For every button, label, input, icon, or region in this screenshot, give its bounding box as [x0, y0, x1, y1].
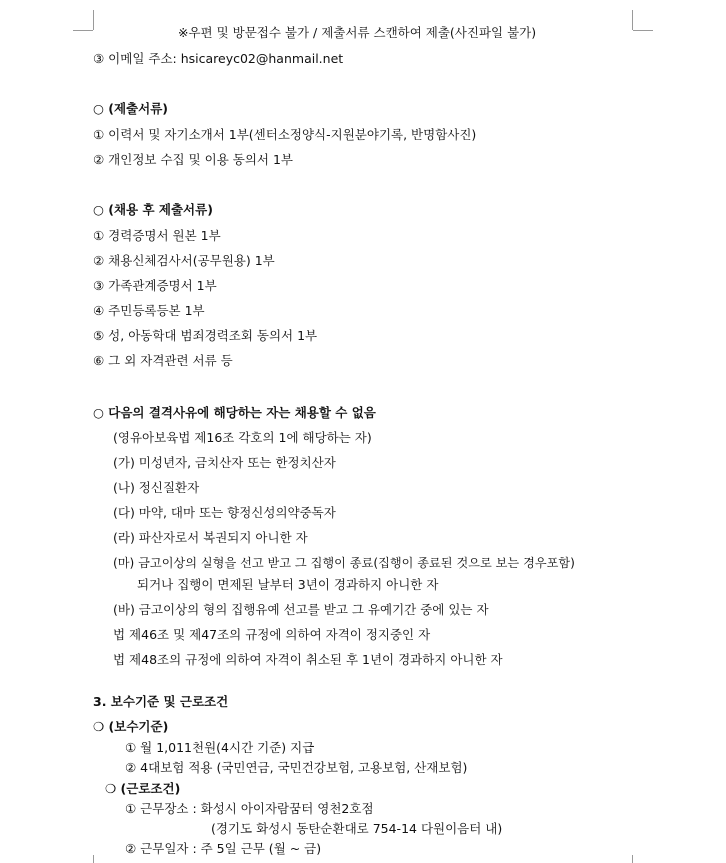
email-line: ③ 이메일 주소: hsicareyc02@hanmail.net: [93, 51, 344, 66]
submit-docs-title: ○ (제출서류): [93, 101, 168, 116]
disqualification-line: (라) 파산자로서 복권되지 아니한 자: [113, 530, 308, 545]
disqualification-line: 법 제46조 및 제47조의 규정에 의하여 자격이 정지중인 자: [113, 627, 431, 642]
post-hire-doc-item: ⑥ 그 외 자격관련 서류 등: [93, 353, 233, 368]
work-item: ② 근무일자 : 주 5일 근무 (월 ~ 금): [125, 841, 322, 856]
disqualification-line: 되거나 집행이 면제된 날부터 3년이 경과하지 아니한 자: [137, 577, 439, 592]
post-hire-doc-item: ⑤ 성, 아동학대 범죄경력조회 동의서 1부: [93, 328, 318, 343]
crop-mark-bottom-left-v: [93, 855, 94, 863]
disqualification-line: (바) 금고이상의 형의 집행유예 선고를 받고 그 유예기간 중에 있는 자: [113, 602, 489, 617]
pay-item: ② 4대보험 적용 (국민연금, 국민건강보험, 고용보험, 산재보험): [125, 760, 468, 775]
crop-mark-bottom-right-v: [632, 855, 633, 863]
disqualification-title: ○ 다음의 결격사유에 해당하는 자는 채용할 수 없음: [93, 405, 376, 420]
header-note: ※우편 및 방문접수 불가 / 제출서류 스캔하여 제출(사진파일 불가): [178, 25, 537, 40]
submit-doc-item: ① 이력서 및 자기소개서 1부(센터소정양식-지원분야기록, 반명함사진): [93, 127, 477, 142]
post-hire-doc-item: ④ 주민등록등본 1부: [93, 303, 205, 318]
crop-mark-top-right-v: [632, 10, 633, 30]
section3-title: 3. 보수기준 및 근로조건: [93, 694, 229, 709]
disqualification-line: (가) 미성년자, 금치산자 또는 한정치산자: [113, 455, 336, 470]
disqualification-line: (영유아보육법 제16조 각호의 1에 해당하는 자): [113, 430, 372, 445]
work-item: (경기도 화성시 동탄순환대로 754-14 다원이음터 내): [211, 821, 503, 836]
post-hire-doc-item: ③ 가족관계증명서 1부: [93, 278, 217, 293]
disqualification-line: (나) 정신질환자: [113, 480, 200, 495]
pay-item: ① 월 1,011천원(4시간 기준) 지급: [125, 740, 315, 755]
submit-doc-item: ② 개인정보 수집 및 이용 동의서 1부: [93, 152, 293, 167]
disqualification-line: (마) 금고이상의 실형을 선고 받고 그 집행이 종료(집행이 종료된 것으로 보는 경우포함): [113, 556, 575, 570]
crop-mark-top-right-h: [633, 30, 653, 31]
work-item: ① 근무장소 : 화성시 아이자람꿈터 영천2호점: [125, 801, 374, 816]
pay-title: ❍ (보수기준): [93, 719, 169, 734]
post-hire-doc-item: ② 채용신체검사서(공무원용) 1부: [93, 253, 275, 268]
work-title: ❍ (근로조건): [105, 781, 181, 796]
crop-mark-top-left-v: [93, 10, 94, 30]
crop-mark-top-left-h: [73, 30, 93, 31]
post-hire-doc-item: ① 경력증명서 원본 1부: [93, 228, 221, 243]
post-hire-docs-title: ○ (채용 후 제출서류): [93, 202, 213, 217]
disqualification-line: (다) 마약, 대마 또는 향정신성의약중독자: [113, 505, 336, 520]
disqualification-line: 법 제48조의 규정에 의하여 자격이 취소된 후 1년이 경과하지 아니한 자: [113, 652, 503, 667]
